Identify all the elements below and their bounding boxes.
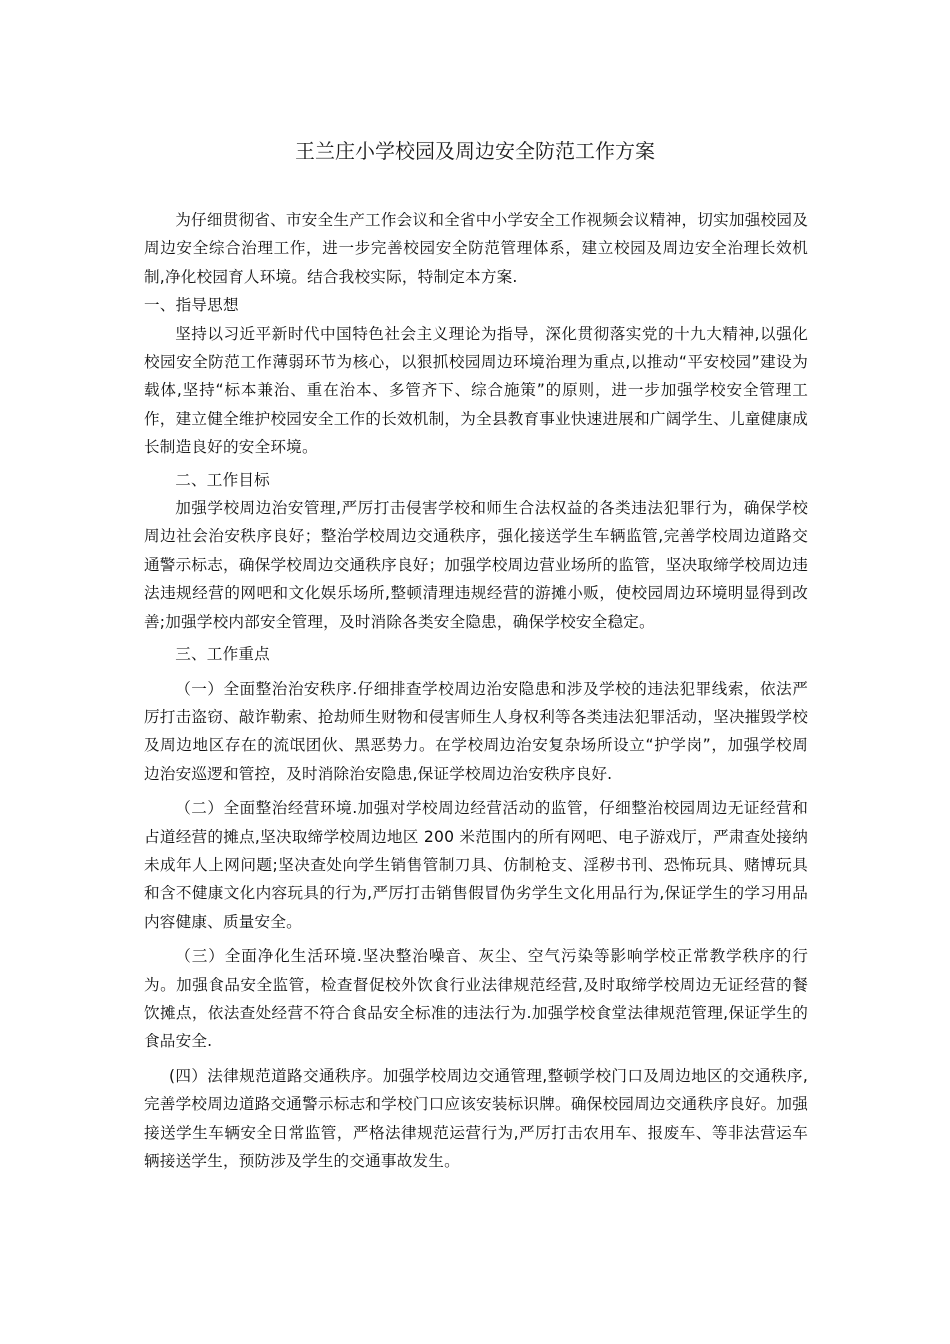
focus-item-public-security: （一）全面整治治安秩序.仔细排查学校周边治安隐患和涉及学校的违法犯罪线索，依法严厉打击盗窃、敲诈勒索、抢劫师生财物和侵害师生人身权利等各类违法犯罪活动，坚决摧毁学校及周边地区存在的流氓团伙、黑恶势力。在学校周边治安复杂场所设立“护学岗”，加强学校周边治安巡逻和管控，及时消除治安隐患,保证学校周边治安秩序良好. [144,679,808,783]
focus-item-road-traffic: (四）法律规范道路交通秩序。加强学校周边交通管理,整顿学校门口及周边地区的交通秩序,完善学校周边道路交通警示标志和学校门口应该安装标识牌。确保校园周边交通秩序良好。加强接送学生车辆安全日常监管，严格法律规范运营行为,严厉打击农用车、报废车、等非法营运车辆接送学生，预防涉及学生的交通事故发生。 [144,1066,808,1170]
section-heading-work-goals: 二、工作目标 [175,470,270,489]
section-body-work-goals: 加强学校周边治安管理,严厉打击侵害学校和师生合法权益的各类违法犯罪行为，确保学校周边社会治安秩序良好；整治学校周边交通秩序，强化接送学生车辆监管,完善学校周边道路交通警示标志，确保学校周边交通秩序良好；加强学校周边营业场所的监管，坚决取缔学校周边违法违规经营的网吧和文化娱乐场所,整顿清理违规经营的游摊小贩，使校园周边环境明显得到改善;加强学校内部安全管理，及时消除各类安全隐患，确保学校安全稳定。 [144,499,808,631]
section-heading-guiding-ideology: 一、指导思想 [144,296,239,315]
document-body [144,206,808,1175]
section-heading-work-focus: 三、工作重点 [175,645,270,664]
intro-paragraph: 为仔细贯彻省、市安全生产工作会议和全省中小学安全工作视频会议精神，切实加强校园及周边安全综合治理工作，进一步完善校园安全防范管理体系，建立校园及周边安全治理长效机制,净化校园育人环境。结合我校实际，特制定本方案. [144,211,808,286]
section-body-guiding-ideology: 坚持以习近平新时代中国特色社会主义理论为指导，深化贯彻落实党的十九大精神,以强化校园安全防范工作薄弱环节为核心，以狠抓校园周边环境治理为重点,以推动“平安校园”建设为载体,坚持“标本兼治、重在治本、多管齐下、综合施策”的原则，进一步加强学校安全管理工作，建立健全维护校园安全工作的长效机制，为全县教育事业快速进展和广阔学生、儿童健康成长制造良好的安全环境。 [144,324,808,457]
document-title: 王兰庄小学校园及周边安全防范工作方案 [295,139,655,163]
focus-item-business-environment: （二）全面整治经营环境.加强对学校周边经营活动的监管，仔细整治校园周边无证经营和占道经营的摊点,坚决取缔学校周边地区 200 米范围内的所有网吧、电子游戏厅，严肃查处接纳未成年人上网问题;坚决查处向学生销售管制刀具、仿制枪支、淫秽书刊、恐怖玩具、赌博玩具和含不健康文化内容玩具的行为,严厉打击销售假冒伪劣学生文化用品行为,保证学生的学习用品内容健康、质量安全。 [144,799,808,931]
focus-item-living-environment: （三）全面净化生活环境.坚决整治噪音、灰尘、空气污染等影响学校正常教学秩序的行为。加强食品安全监管，检查督促校外饮食行业法律规范经营,及时取缔学校周边无证经营的餐饮摊点，依法查处经营不符合食品安全标准的违法行为.加强学校食堂法律规范管理,保证学生的食品安全. [144,947,808,1051]
